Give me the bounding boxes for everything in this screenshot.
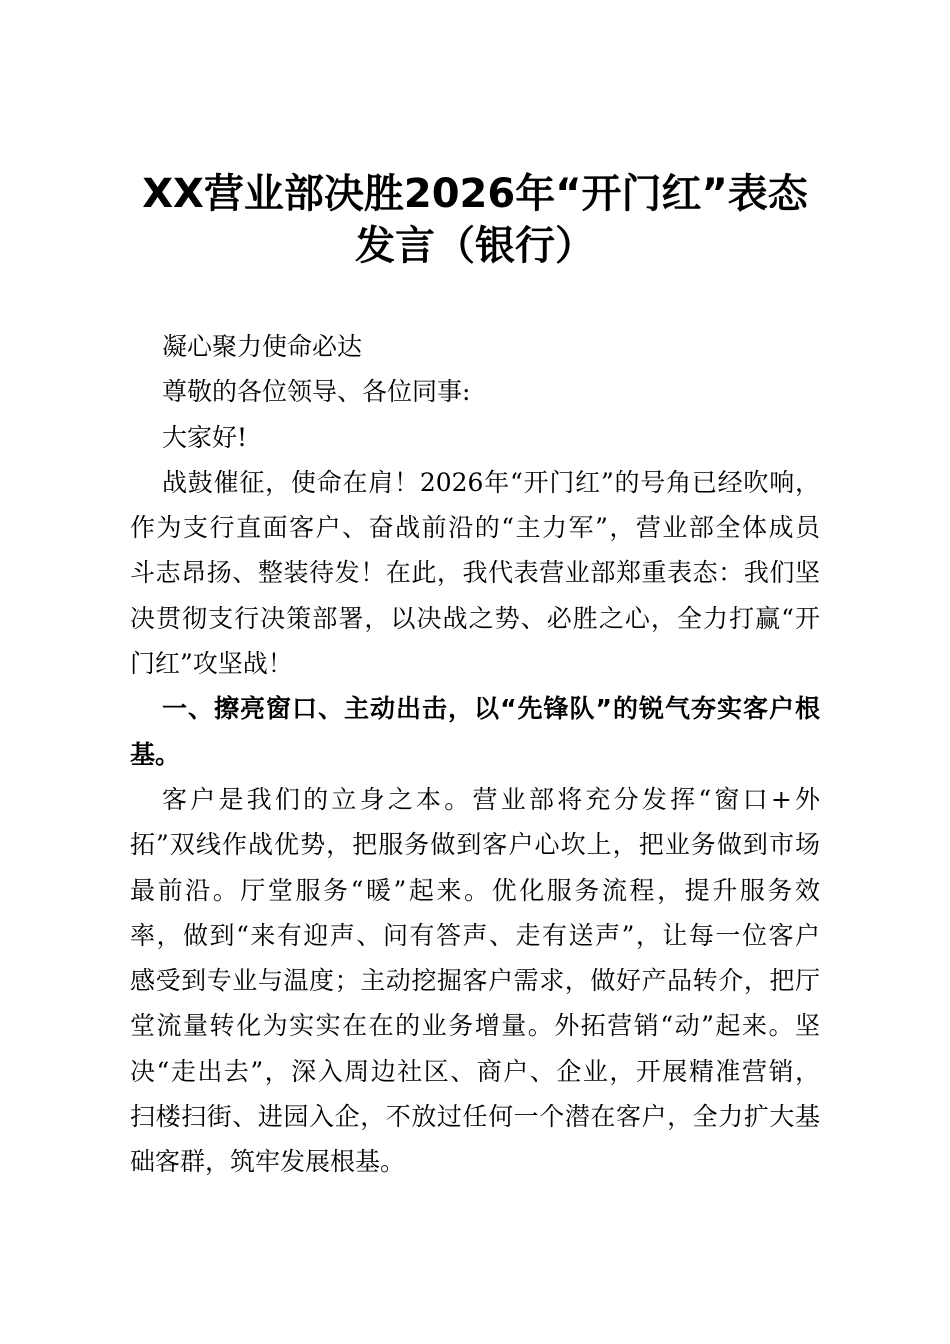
text-line: 基。 [130,739,181,769]
title-line-2: 发言（银行） [355,223,595,269]
text-line: 凝心聚力使命必达 [162,332,363,361]
text-line: 一、擦亮窗口、主动出击，以“先锋队”的锐气夯实客户根 [162,694,820,724]
text-line: 尊敬的各位领导、各位同事: [162,377,471,407]
document-body [130,324,820,1185]
text-line: 感受到专业与温度；主动挖掘客户需求，做好产品转介，把厅 [130,966,820,996]
text-line: 客户是我们的立身之本。营业部将充分发挥“窗口+外 [162,784,820,814]
text-line: 率，做到“来有迎声、问有答声、走有送声”，让每一位客户 [130,920,820,950]
section-heading [130,686,820,777]
text-line: 最前沿。厅堂服务“暖”起来。优化服务流程，提升服务效 [130,875,820,905]
paragraph [130,777,820,1185]
paragraph [130,324,820,369]
text-line: 拓”双线作战优势，把服务做到客户心坎上，把业务做到市场 [130,830,820,860]
text-line: 决“走出去”，深入周边社区、商户、企业，开展精准营销， [130,1056,820,1086]
text-line: 决贯彻支行决策部署，以决战之势、必胜之心，全力打赢“开 [130,603,820,633]
title-line-1: XX营业部决胜2026年“开门红”表态 [142,171,808,217]
paragraph [130,369,820,414]
text-line: 作为支行直面客户、奋战前沿的“主力军”，营业部全体成员 [130,513,820,543]
paragraph [130,415,820,460]
text-line: 战鼓催征，使命在肩！2026年“开门红”的号角已经吹响， [162,467,820,497]
text-line: 堂流量转化为实实在在的业务增量。外拓营销“动”起来。坚 [130,1011,820,1041]
text-line: 大家好! [162,422,248,452]
text-line: 斗志昂扬、整装待发！在此，我代表营业部郑重表态：我们坚 [130,558,820,588]
text-line: 门红”攻坚战！ [130,649,293,679]
text-line: 扫楼扫街、进园入企，不放过任何一个潜在客户，全力扩大基 [130,1102,820,1132]
paragraph [130,460,820,686]
document-title [100,168,850,272]
text-line: 础客群，筑牢发展根基。 [130,1147,406,1177]
